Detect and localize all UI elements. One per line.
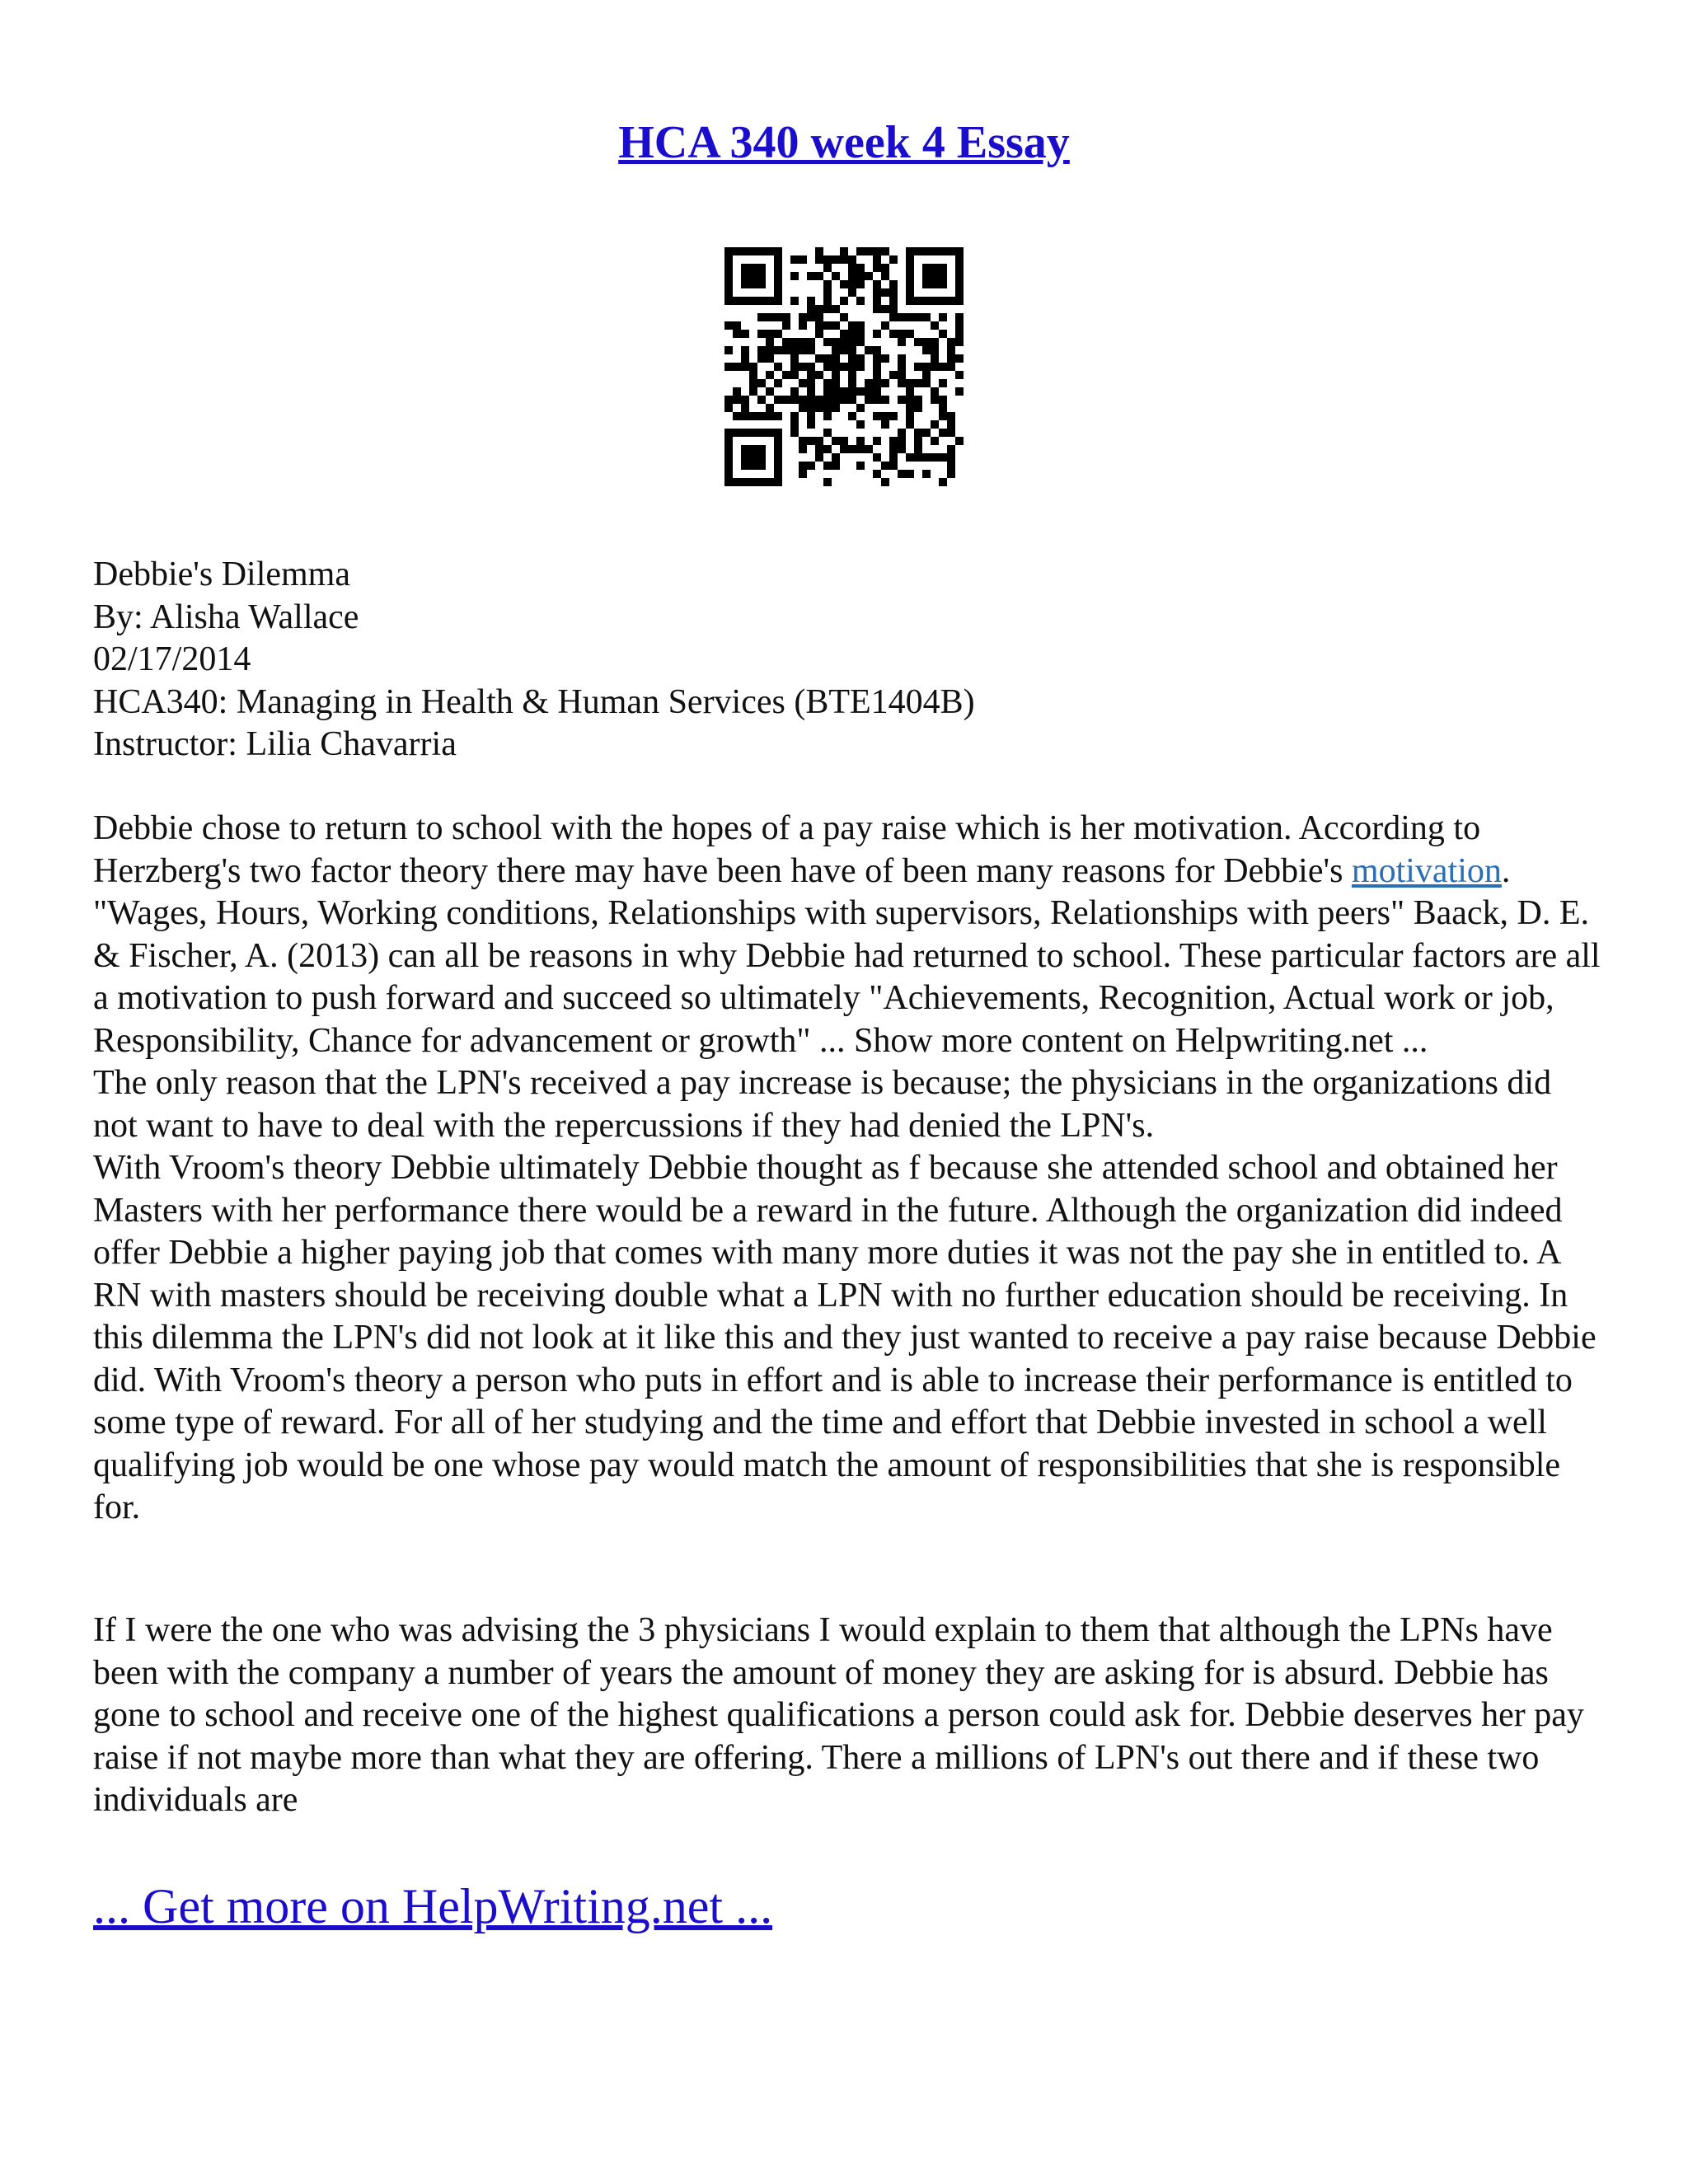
- title-link[interactable]: HCA 340 week 4 Essay: [618, 117, 1070, 168]
- paragraph-1-text-b: . "Wages, Hours, Working conditions, Relationships with supervisors, Relationships with peers" Baack, D. E. & Fischer, A. (2013) can all be reasons in why Debbie had returned to school. These particular factors are all a motivation to push forward and succeed so ultimately "Achievements, Recognition, Actual work or job, Responsibility, Chance for advancement or growth" ... Show more content on Helpwriting.net ...: [93, 851, 1601, 1060]
- paragraph-3: With Vroom's theory Debbie ultimately Debbie thought as f because she attended school and obtained her Masters with her performance there would be a reward in the future. Although the organization did indeed offer Debbie a higher paying job that comes with many more duties it was not the pay she in entitled to. A RN with masters should be receiving double what a LPN with no further education should be receiving. In this dilemma the LPN's did not look at it like this and they just wanted to receive a pay raise because Debbie did. With Vroom's theory a person who puts in effort and is able to increase their performance is entitled to some type of reward. For all of her studying and the time and effort that Debbie invested in school a well qualifying job would be one whose pay would match the amount of responsibilities that she is responsible for.: [93, 1149, 1597, 1526]
- paragraph-2: The only reason that the LPN's received a pay increase is because; the physicians in the organizations did not want to have to deal with the repercussions if they had denied the LPN's.: [93, 1064, 1552, 1145]
- essay-body-continued: [93, 1610, 1601, 1822]
- paragraph-4: If I were the one who was advising the 3 physicians I would explain to them that although the LPNs have been with the company a number of years the amount of money they are asking for is absurd. Debbie has gone to school and receive one of the highest qualifications a person could ask for. Debbie deserves her pay raise if not maybe more than what they are offering. There a millions of LPN's out there and if these two individuals are: [93, 1611, 1584, 1819]
- date-line: 02/17/2014: [93, 640, 251, 678]
- essay-title: Debbie's Dilemma: [93, 555, 350, 593]
- get-more-link[interactable]: ... Get more on HelpWriting.net ...: [93, 1879, 773, 1933]
- page-title: [0, 114, 1688, 171]
- author-line: By: Alisha Wallace: [93, 598, 359, 636]
- instructor-line: Instructor: Lilia Chavarria: [93, 725, 457, 763]
- essay-body: [93, 808, 1601, 1530]
- motivation-link[interactable]: motivation: [1351, 851, 1502, 890]
- qr-code-icon: [724, 247, 964, 486]
- essay-meta: [93, 554, 1601, 766]
- paragraph-1: [93, 808, 1601, 1062]
- paragraph-1-text-a: Debbie chose to return to school with the hopes of a pay raise which is her motivation. According to Herzberg's two factor theory there may have been have of been many reasons for Debbie's: [93, 809, 1481, 890]
- course-line: HCA340: Managing in Health & Human Services (BTE1404B): [93, 682, 975, 721]
